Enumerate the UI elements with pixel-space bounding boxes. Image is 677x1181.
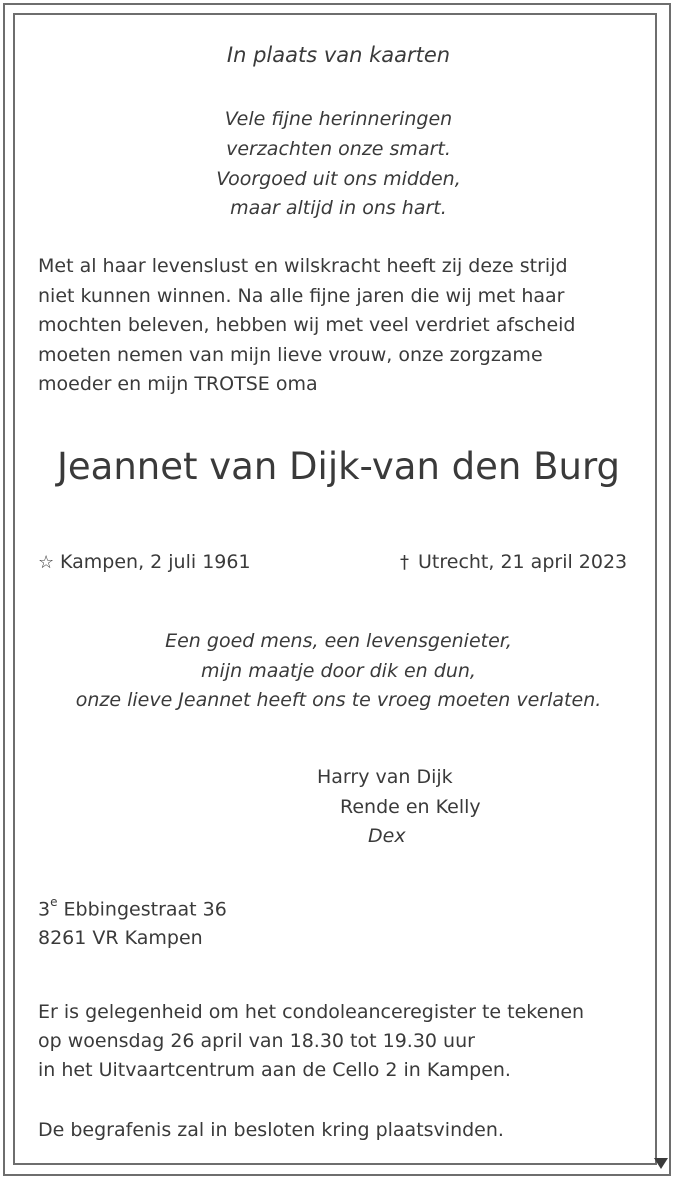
header-title: In plaats van kaarten	[226, 43, 451, 67]
poem-line: verzachten onze smart.	[226, 138, 451, 160]
intro-line: moeder en mijn TROTSE oma	[38, 373, 318, 395]
funeral-notice: De begrafenis zal in besloten kring plaatsvinden.	[38, 1119, 504, 1141]
intro-line: niet kunnen winnen. Na alle fijne jaren die wij met haar	[38, 285, 565, 307]
deceased-name: Jeannet van Dijk-van den Burg	[56, 445, 621, 488]
scroll-down-arrow-icon[interactable]	[654, 1158, 668, 1169]
death-date: Utrecht, 21 april 2023	[418, 551, 628, 573]
address-street: 3e Ebbingestraat 36	[38, 895, 227, 921]
poem-line: Vele fijne herinneringen	[224, 108, 453, 130]
death-info	[400, 551, 627, 573]
family-member: Dex	[368, 825, 406, 847]
family-member: Harry van Dijk	[317, 766, 453, 788]
address-postal: 8261 VR Kampen	[38, 927, 203, 949]
star-icon: ☆	[38, 552, 55, 573]
condolence-line: Er is gelegenheid om het condoleanceregister te tekenen	[38, 1001, 585, 1023]
tribute-line: mijn maatje door dik en dun,	[201, 660, 476, 682]
tribute-line: onze lieve Jeannet heeft ons te vroeg moeten verlaten.	[75, 689, 602, 711]
birth-date: Kampen, 2 juli 1961	[60, 551, 251, 573]
cross-icon: †	[400, 552, 409, 573]
tribute-line: Een goed mens, een levensgenieter,	[165, 630, 512, 652]
condolence-line: op woensdag 26 april van 18.30 tot 19.30 uur	[38, 1030, 475, 1052]
poem-line: maar altijd in ons hart.	[230, 197, 447, 219]
intro-line: mochten beleven, hebben wij met veel verdriet afscheid	[38, 314, 576, 336]
poem-line: Voorgoed uit ons midden,	[216, 168, 461, 190]
birth-info	[38, 551, 251, 573]
condolence-line: in het Uitvaartcentrum aan de Cello 2 in Kampen.	[38, 1059, 511, 1081]
family-member: Rende en Kelly	[340, 796, 481, 818]
intro-line: moeten nemen van mijn lieve vrouw, onze zorgzame	[38, 344, 543, 366]
intro-line: Met al haar levenslust en wilskracht heeft zij deze strijd	[38, 255, 568, 277]
